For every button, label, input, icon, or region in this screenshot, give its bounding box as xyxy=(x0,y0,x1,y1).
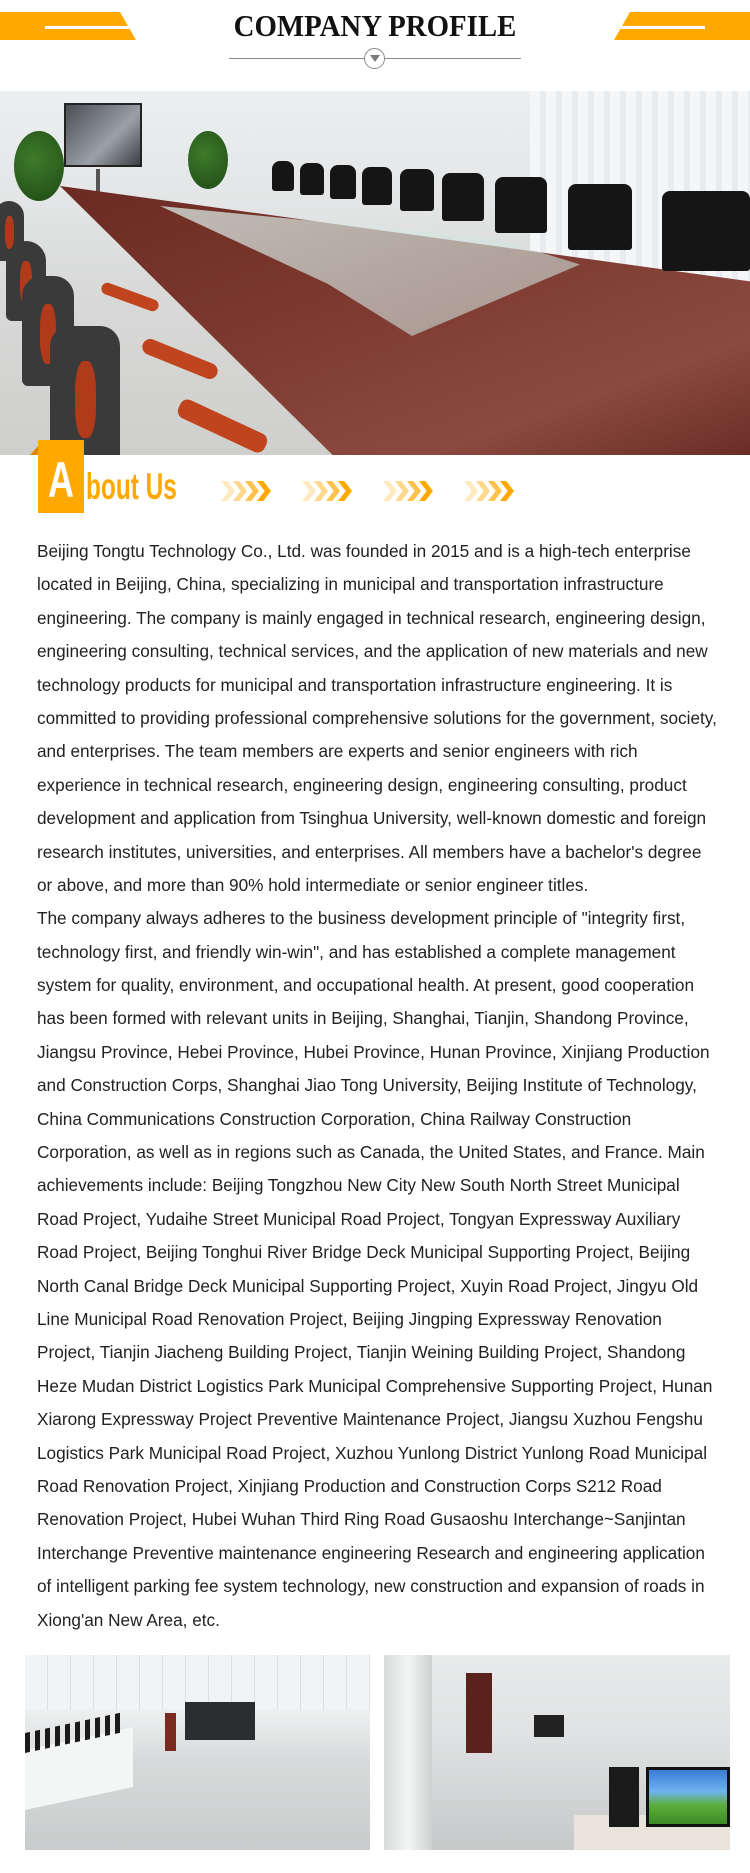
office-monitor xyxy=(646,1767,730,1827)
chevron-right-icon xyxy=(419,481,433,501)
hero-chair xyxy=(442,173,484,221)
title-divider-left xyxy=(229,58,365,59)
text-line: engineering. The company is mainly engaged in technical research, engineering design, xyxy=(37,607,706,628)
lab-display-screen xyxy=(185,1702,255,1740)
text-line: development and application from Tsinghua University, well-known domestic and foreign xyxy=(37,808,707,829)
hero-chair xyxy=(400,169,434,211)
chevron-right-icon xyxy=(326,481,340,501)
hero-plant xyxy=(14,131,64,201)
chevron-group-icon xyxy=(221,479,279,503)
chevron-right-icon xyxy=(338,481,352,501)
text-line: Xiarong Expressway Project Preventive Maintenance Project, Jiangsu Xuzhou Fengshu xyxy=(37,1409,703,1430)
hero-chair xyxy=(300,163,324,195)
hero-tv-screen xyxy=(64,103,142,167)
text-line: engineering consulting, technical services, and the application of new materials and new xyxy=(37,641,708,662)
text-line: North Canal Bridge Deck Municipal Supporting Project, Xuyin Road Project, Jingyu Old xyxy=(37,1275,699,1296)
text-line: Road Renovation Project, Xinjiang Production and Construction Corps S212 Road xyxy=(37,1475,662,1496)
chevron-group-icon xyxy=(383,479,441,503)
text-line: has been formed with relevant units in Beijing, Shanghai, Tianjin, Shandong Province, xyxy=(37,1008,689,1029)
office-pc-tower xyxy=(609,1767,639,1827)
text-line: Project, Tianjin Jiacheng Building Project, Tianjin Weining Building Project, Shandong xyxy=(37,1342,686,1363)
chevron-right-icon xyxy=(245,481,259,501)
chevron-group-icon xyxy=(302,479,360,503)
chevron-right-icon xyxy=(500,481,514,501)
hero-chair xyxy=(330,165,356,199)
hero-chair xyxy=(362,167,392,205)
hero-chair xyxy=(662,191,750,271)
chevron-right-icon xyxy=(395,481,409,501)
hero-chair xyxy=(495,177,547,233)
text-line: research institutes, universities, and enterprises. All members have a bachelor's degree xyxy=(37,841,702,862)
chevron-right-icon xyxy=(302,481,316,501)
text-line: China Communications Construction Corporation, China Railway Construction xyxy=(37,1108,632,1129)
about-heading-fold xyxy=(30,446,38,455)
hero-plant xyxy=(188,131,228,189)
about-heading-text: bout Us xyxy=(86,466,177,507)
text-line: Jiangsu Province, Hebei Province, Hubei Province, Hunan Province, Xinjiang Production xyxy=(37,1041,710,1062)
text-line: located in Beijing, China, specializing in municipal and transportation infrastructure xyxy=(37,574,664,595)
chevron-right-icon xyxy=(407,481,421,501)
text-line: Line Municipal Road Renovation Project, Beijing Jingping Expressway Renovation xyxy=(37,1308,662,1329)
text-line: achievements include: Beijing Tongzhou New City New South North Street Municipal xyxy=(37,1175,680,1196)
gallery-image-laboratory xyxy=(25,1655,370,1850)
text-line: technology products for municipal and transportation infrastructure engineering. It is xyxy=(37,674,673,695)
hero-chair-armrest xyxy=(175,397,270,455)
chevron-down-circle-icon xyxy=(364,48,385,69)
lab-door xyxy=(165,1713,176,1751)
chevron-right-icon xyxy=(221,481,235,501)
chevron-right-icon xyxy=(233,481,247,501)
text-line: system for quality, environment, and occupational health. At present, good cooperation xyxy=(37,975,695,996)
text-line: Interchange Preventive maintenance engineering Research and engineering application xyxy=(37,1542,705,1563)
chevron-group-icon xyxy=(464,479,522,503)
hero-chair-armrest xyxy=(140,337,220,382)
text-line: technology first, and friendly win-win", and has established a complete management xyxy=(37,941,676,962)
text-line: Road Project, Beijing Tonghui River Bridge Deck Municipal Supporting Project, Beijing xyxy=(37,1242,691,1263)
text-line: Xiong'an New Area, etc. xyxy=(37,1609,220,1630)
text-line: Logistics Park Municipal Road Project, Xuzhou Yunlong District Yunlong Road Municipal xyxy=(37,1442,708,1463)
gallery-image-office xyxy=(384,1655,730,1850)
office-monitor-back xyxy=(534,1715,564,1737)
text-line: Renovation Project, Hubei Wuhan Third Ring Road Gusaoshu Interchange~Sanjintan xyxy=(37,1509,686,1530)
hero-chair-front xyxy=(50,326,120,455)
text-line: experience in technical research, engineering design, engineering consulting, product xyxy=(37,774,687,795)
chevron-right-icon xyxy=(257,481,271,501)
text-line: or above, and more than 90% hold intermediate or senior engineer titles. xyxy=(37,874,589,895)
chevron-right-icon xyxy=(488,481,502,501)
company-description xyxy=(37,535,737,1637)
text-line: and Construction Corps, Shanghai Jiao Tong University, Beijing Institute of Technology, xyxy=(37,1075,697,1096)
chevron-right-icon xyxy=(383,481,397,501)
text-line: of intelligent parking fee system technology, new construction and expansion of roads in xyxy=(37,1576,705,1597)
chevron-right-icon xyxy=(314,481,328,501)
chevron-right-icon xyxy=(464,481,478,501)
text-line: committed to providing professional comprehensive solutions for the government, society, xyxy=(37,707,717,728)
text-line: The company always adheres to the business development principle of "integrity first, xyxy=(37,908,686,929)
hero-chair-armrest xyxy=(100,281,160,313)
office-door xyxy=(466,1673,492,1753)
hero-chair xyxy=(272,161,294,191)
text-line: Road Project, Yudaihe Street Municipal Road Project, Tongyan Expressway Auxiliary xyxy=(37,1208,681,1229)
office-cabinet xyxy=(384,1655,432,1850)
hero-image-conference-room xyxy=(0,91,750,455)
about-heading-initial: A xyxy=(47,452,74,508)
text-line: and enterprises. The team members are experts and senior engineers with rich xyxy=(37,741,638,762)
page-title-text: COMPANY PROFILE xyxy=(233,8,517,43)
hero-chair xyxy=(568,184,632,250)
text-line: Corporation, as well as in regions such as Canada, the United States, and France. Main xyxy=(37,1142,705,1163)
chevron-right-icon xyxy=(476,481,490,501)
page-title xyxy=(0,8,750,44)
text-line: Heze Mudan District Logistics Park Municipal Comprehensive Supporting Project, Hunan xyxy=(37,1375,713,1396)
text-line: Beijing Tongtu Technology Co., Ltd. was founded in 2015 and is a high-tech enterprise xyxy=(37,541,691,561)
title-divider-right xyxy=(385,58,521,59)
